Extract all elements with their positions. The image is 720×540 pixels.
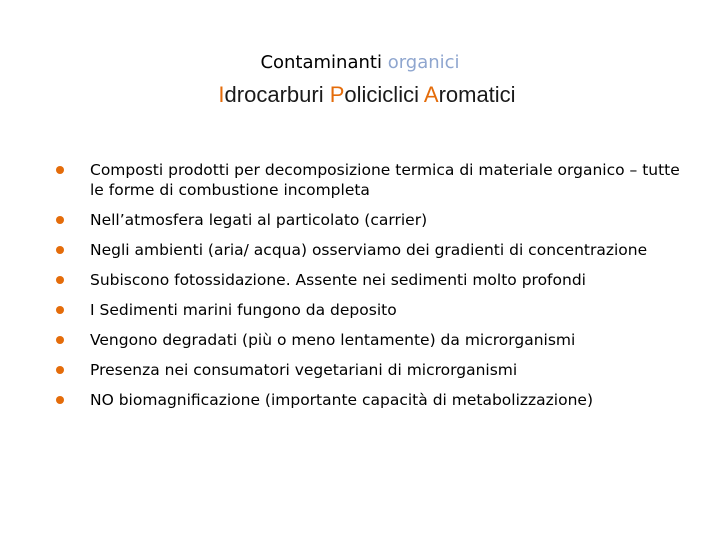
bullet-text: Vengono degradati (più o meno lentamente) da microrganismi: [90, 331, 576, 349]
bullet-text: NO biomagnificazione (importante capacità di metabolizzazione): [90, 391, 594, 409]
slide-title: [0, 52, 720, 73]
subtitle-initial: P: [329, 82, 345, 107]
bullet-list: [56, 160, 696, 420]
bullet-item: [56, 390, 696, 410]
bullet-dot-icon: [56, 366, 64, 374]
bullet-item: [56, 360, 696, 380]
bullet-item: [56, 160, 696, 200]
bullet-item: [56, 210, 696, 230]
subtitle-word-policiclici: [330, 82, 419, 107]
bullet-text: Composti prodotti per decomposizione termica di materiale organico – tutte le forme di combustione incompleta: [90, 161, 680, 199]
title-word-organici: organici: [387, 52, 460, 73]
bullet-dot-icon: [56, 306, 64, 314]
bullet-dot-icon: [56, 216, 64, 224]
bullet-text: Subiscono fotossidazione. Assente nei sedimenti molto profondi: [90, 271, 586, 289]
bullet-item: [56, 240, 696, 260]
bullet-dot-icon: [56, 276, 64, 284]
bullet-text: I Sedimenti marini fungono da deposito: [90, 301, 397, 319]
slide-subtitle: [0, 82, 720, 108]
subtitle-word-aromatici: [424, 82, 516, 107]
bullet-text: Negli ambienti (aria/ acqua) osserviamo dei gradienti di concentrazione: [90, 241, 648, 259]
bullet-item: [56, 270, 696, 290]
subtitle-initial: A: [423, 82, 439, 107]
bullet-dot-icon: [56, 396, 64, 404]
title-word-contaminanti: Contaminanti: [260, 52, 382, 73]
bullet-dot-icon: [56, 246, 64, 254]
bullet-dot-icon: [56, 336, 64, 344]
subtitle-initial: I: [218, 82, 225, 107]
bullet-item: [56, 300, 696, 320]
subtitle-word-idrocarburi: [218, 82, 323, 107]
subtitle-word-rest: oliciclici: [344, 82, 419, 107]
subtitle-word-rest: romatici: [438, 82, 516, 107]
subtitle-word-rest: drocarburi: [224, 82, 324, 107]
bullet-text: Nell’atmosfera legati al particolato (carrier): [90, 211, 428, 229]
bullet-text: Presenza nei consumatori vegetariani di microrganismi: [90, 361, 518, 379]
bullet-dot-icon: [56, 166, 64, 174]
bullet-item: [56, 330, 696, 350]
